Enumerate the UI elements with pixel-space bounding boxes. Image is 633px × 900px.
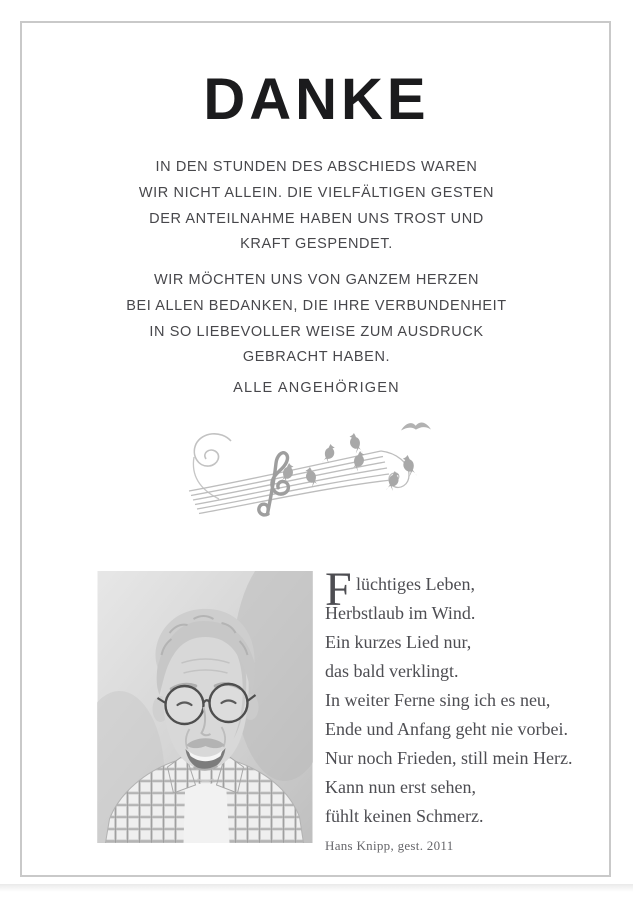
poem-line: das bald verklingt.: [325, 661, 459, 681]
portrait-photo: [97, 571, 313, 843]
staff-lines: [189, 451, 409, 514]
poem-line: In weiter Ferne sing ich es neu,: [325, 690, 551, 710]
poem-line: Nur noch Frieden, still mein Herz.: [325, 748, 573, 768]
paragraph-line: IN DEN STUNDEN DES ABSCHIEDS WAREN: [155, 159, 478, 175]
paragraph-line: WIR NICHT ALLEIN. DIE VIELFÄLTIGEN GESTEN: [138, 184, 495, 201]
condolence-paragraph-2: [0, 268, 633, 371]
poem-line: Herbstlaub im Wind.: [325, 603, 476, 623]
signature-line: ALLE ANGEHÖRIGEN: [233, 380, 400, 396]
music-staff-birds-illustration: [185, 417, 457, 525]
poem-line: Ein kurzes Lied nur,: [325, 632, 472, 652]
poem-line-text: lüchtiges Leben,: [356, 574, 475, 594]
paragraph-line: WIR MÖCHTEN UNS VON GANZEM HERZEN: [153, 272, 480, 288]
page-bottom-shadow: [0, 884, 633, 892]
poem-line: Ende und Anfang geht nie vorbei.: [325, 719, 568, 739]
poem-line: fühlt keinen Schmerz.: [325, 806, 484, 826]
paragraph-line: DER ANTEILNAHME HABEN UNS TROST UND: [149, 210, 484, 227]
poem-drop-cap: F: [325, 563, 352, 616]
paragraph-line: IN SO LIEBEVOLLER WEISE ZUM AUSDRUCK: [149, 323, 484, 340]
flying-bird-icon: [401, 423, 431, 431]
poem-attribution: Hans Knipp, gest. 2011: [325, 838, 454, 853]
perched-birds: [280, 433, 417, 491]
paragraph-line: BEI ALLEN BEDANKEN, DIE IHRE VERBUNDENHEIT: [126, 297, 507, 314]
card-title: DANKE: [203, 67, 430, 132]
paragraph-line: GEBRACHT HABEN.: [242, 349, 391, 366]
poem-line: Kann nun erst sehen,: [325, 777, 476, 797]
poem-block: [325, 563, 580, 854]
paragraph-line: KRAFT GESPENDET.: [240, 236, 393, 253]
condolence-paragraph-1: [0, 155, 633, 258]
treble-clef-icon: [259, 453, 289, 515]
